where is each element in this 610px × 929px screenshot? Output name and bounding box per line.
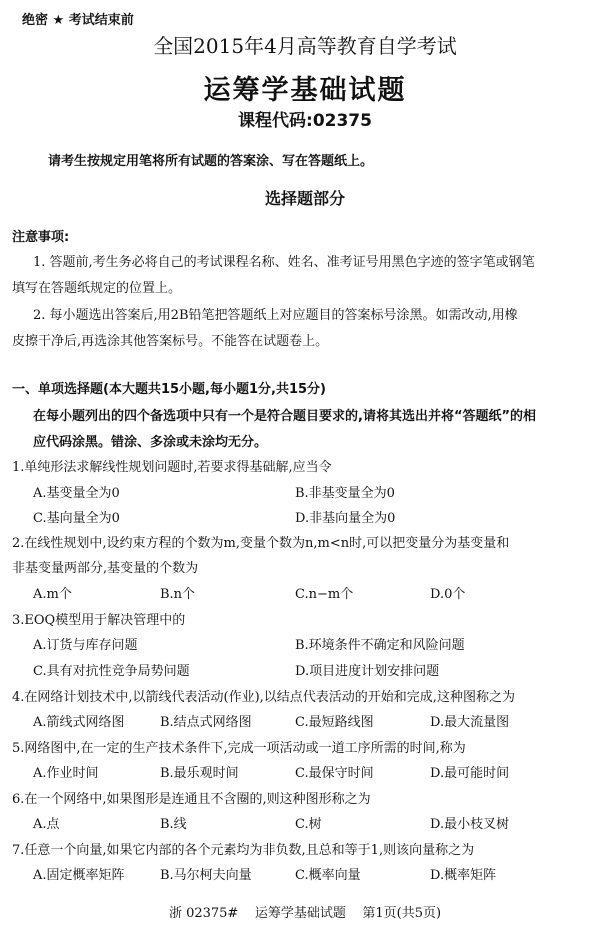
- question-7-option-c: C.概率向量: [295, 868, 361, 883]
- question-3-option-c: C.具有对抗性竞争局势问题: [33, 664, 190, 679]
- question-2-stem-line-2: 非基变量两部分,基变量的个数为: [12, 561, 199, 576]
- note-1-line-2: 填写在答题纸规定的位置上。: [12, 281, 182, 296]
- question-3-option-d: D.项目进度计划安排问题: [295, 664, 440, 679]
- question-4-option-d: D.最大流量图: [430, 715, 510, 730]
- notes-heading: 注意事项:: [12, 230, 70, 245]
- question-2-option-a: A.m个: [33, 587, 72, 602]
- confidential-label: 绝密 ★ 考试结束前: [22, 13, 134, 28]
- note-2-line-2: 皮擦干净后,再选涂其他答案标号。不能答在试题卷上。: [12, 334, 329, 349]
- course-code: 课程代码:02375: [238, 111, 372, 131]
- question-2-stem-line-1: 2.在线性规划中,设约束方程的个数为m,变量个数为n,m<n时,可以把变量分为基变量和: [12, 536, 510, 551]
- question-4-stem: 4.在网络计划技术中,以箭线代表活动(作业),以结点代表活动的开始和完成,这种图称之为: [12, 690, 515, 705]
- question-3-option-a: A.订货与库存问题: [33, 638, 138, 653]
- question-6-option-d: D.最小枝叉树: [430, 817, 510, 832]
- question-2-option-c: C.n−m个: [295, 587, 354, 602]
- question-1-option-d: D.非基向量全为0: [295, 511, 396, 526]
- note-1-line-1: 1. 答题前,考生务必将自己的考试课程名称、姓名、准考证号用黑色字迹的签字笔或钢笔: [33, 255, 535, 270]
- part1-heading: 一、单项选择题(本大题共15小题,每小题1分,共15分): [12, 382, 326, 397]
- question-5-option-d: D.最可能时间: [430, 766, 510, 781]
- section-title: 选择题部分: [264, 189, 345, 208]
- question-1-option-a: A.基变量全为0: [33, 486, 120, 501]
- question-4-option-c: C.最短路线图: [295, 715, 374, 730]
- question-3-stem: 3.EOQ模型用于解决管理中的: [12, 613, 186, 628]
- question-7-option-a: A.固定概率矩阵: [33, 868, 125, 883]
- exam-title: 全国2015年4月高等教育自学考试: [153, 34, 457, 58]
- part1-desc-line-2: 应代码涂黑。错涂、多涂或未涂均无分。: [33, 435, 268, 450]
- question-2-option-d: D.0个: [430, 587, 466, 602]
- note-2-line-1: 2. 每小题选出答案后,用2B铅笔把答题纸上对应题目的答案标号涂黑。如需改动,用橡: [33, 308, 518, 323]
- question-5-stem: 5.网络图中,在一定的生产技术条件下,完成一项活动或一道工序所需的时间,称为: [12, 741, 466, 756]
- question-7-option-d: D.概率矩阵: [430, 868, 497, 883]
- question-4-option-a: A.箭线式网络图: [33, 715, 125, 730]
- question-1-option-c: C.基向量全为0: [33, 511, 120, 526]
- question-3-option-b: B.环境条件不确定和风险问题: [295, 638, 465, 653]
- question-5-option-c: C.最保守时间: [295, 766, 374, 781]
- question-6-option-c: C.树: [295, 817, 322, 832]
- part1-desc-line-1: 在每小题列出的四个备选项中只有一个是符合题目要求的,请将其选出并将“答题纸”的相: [33, 409, 537, 424]
- question-6-option-a: A.点: [33, 817, 60, 832]
- question-6-stem: 6.在一个网络中,如果图形是连通且不含圈的,则这种图形称之为: [12, 792, 371, 807]
- question-7-option-b: B.马尔柯夫向量: [160, 868, 252, 883]
- general-instruction: 请考生按规定用笔将所有试题的答案涂、写在答题纸上。: [48, 154, 374, 169]
- question-6-option-b: B.线: [160, 817, 187, 832]
- question-1-stem: 1.单纯形法求解线性规划问题时,若要求得基础解,应当令: [12, 460, 332, 475]
- question-7-stem: 7.任意一个向量,如果它内部的各个元素均为非负数,且总和等于1,则该向量称之为: [12, 843, 475, 858]
- question-1-option-b: B.非基变量全为0: [295, 486, 395, 501]
- question-2-option-b: B.n个: [160, 587, 196, 602]
- question-5-option-b: B.最乐观时间: [160, 766, 239, 781]
- question-4-option-b: B.结点式网络图: [160, 715, 252, 730]
- page-footer: 浙 02375# 运筹学基础试题 第1页(共5页): [168, 906, 442, 921]
- subject-title: 运筹学基础试题: [203, 75, 407, 106]
- question-5-option-a: A.作业时间: [33, 766, 99, 781]
